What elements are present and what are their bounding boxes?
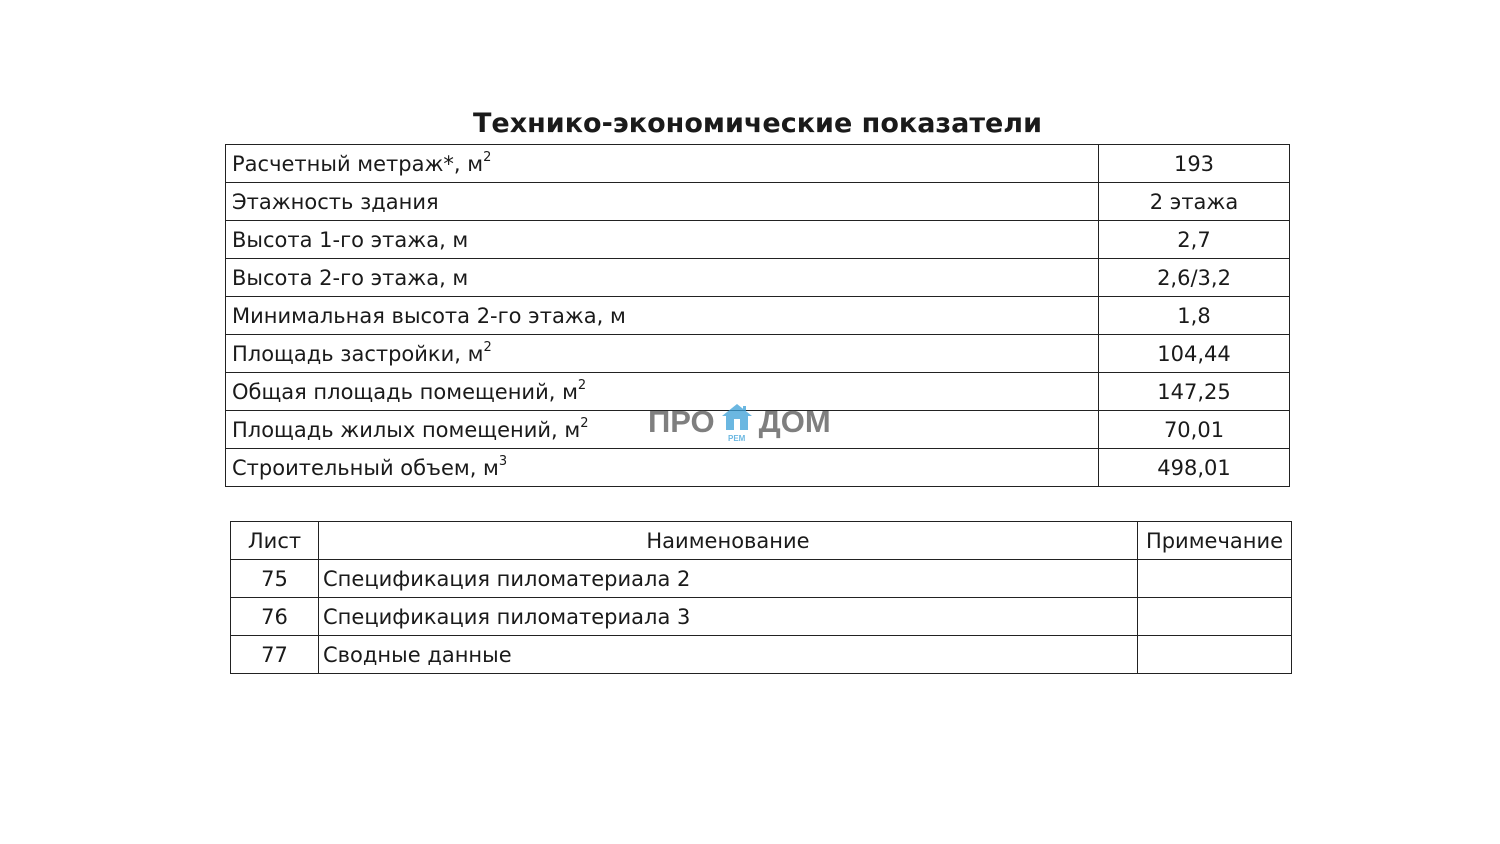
house-icon	[721, 403, 753, 441]
spec-label: Этажность здания	[226, 183, 1099, 221]
unit-exponent: 2	[483, 339, 492, 355]
sheet-number: 77	[231, 636, 319, 674]
watermark-logo	[648, 402, 853, 442]
spec-value: 70,01	[1099, 411, 1290, 449]
sheet-name: Спецификация пиломатериала 2	[319, 560, 1138, 598]
sheet-note	[1138, 636, 1292, 674]
table-row	[231, 636, 1292, 674]
sheet-number: 76	[231, 598, 319, 636]
spec-label: Минимальная высота 2-го этажа, м	[226, 297, 1099, 335]
watermark-left-text: ПРО	[648, 404, 715, 439]
sheet-list-table	[230, 521, 1292, 674]
table-row	[226, 259, 1290, 297]
table-row	[226, 221, 1290, 259]
spec-value: 1,8	[1099, 297, 1290, 335]
table-row	[226, 335, 1290, 373]
spec-label: Общая площадь помещений, $м^2$	[226, 373, 1099, 411]
header-note: Примечание	[1138, 522, 1292, 560]
spec-value: 2,7	[1099, 221, 1290, 259]
table-row	[231, 598, 1292, 636]
spec-value: 104,44	[1099, 335, 1290, 373]
spec-label: Расчетный метраж*, $м^2$	[226, 145, 1099, 183]
table-row	[226, 145, 1290, 183]
spec-label: Площадь застройки, $м^2$	[226, 335, 1099, 373]
sheet-name: Спецификация пиломатериала 3	[319, 598, 1138, 636]
unit-exponent: 3	[498, 453, 508, 469]
unit-exponent: 2	[483, 149, 492, 165]
sheet-number: 75	[231, 560, 319, 598]
house-icon-svg	[721, 403, 753, 431]
spec-value: 2,6/3,2	[1099, 259, 1290, 297]
table-row	[226, 297, 1290, 335]
spec-value: 193	[1099, 145, 1290, 183]
spec-label: Высота 1-го этажа, м	[226, 221, 1099, 259]
watermark-right-text: ДОМ	[758, 404, 831, 439]
spec-label: Строительный объем, $м^3$	[226, 449, 1099, 487]
watermark-sub-text: РЕМ	[728, 434, 746, 443]
header-name: Наименование	[319, 522, 1138, 560]
sheet-note	[1138, 560, 1292, 598]
table-header-row	[231, 522, 1292, 560]
spec-value: 498,01	[1099, 449, 1290, 487]
table-row	[226, 449, 1290, 487]
sheet-name: Сводные данные	[319, 636, 1138, 674]
table-row	[226, 183, 1290, 221]
sheet-note	[1138, 598, 1292, 636]
spec-label: Высота 2-го этажа, м	[226, 259, 1099, 297]
page-title: Технико-экономические показатели	[473, 108, 1042, 139]
unit-exponent: 2	[577, 377, 587, 393]
unit-exponent: 2	[580, 415, 589, 431]
spec-value: 147,25	[1099, 373, 1290, 411]
spec-value: 2 этажа	[1099, 183, 1290, 221]
table-row	[231, 560, 1292, 598]
header-sheet: Лист	[231, 522, 319, 560]
spec-label: Площадь жилых помещений, $м^2$	[226, 411, 1099, 449]
